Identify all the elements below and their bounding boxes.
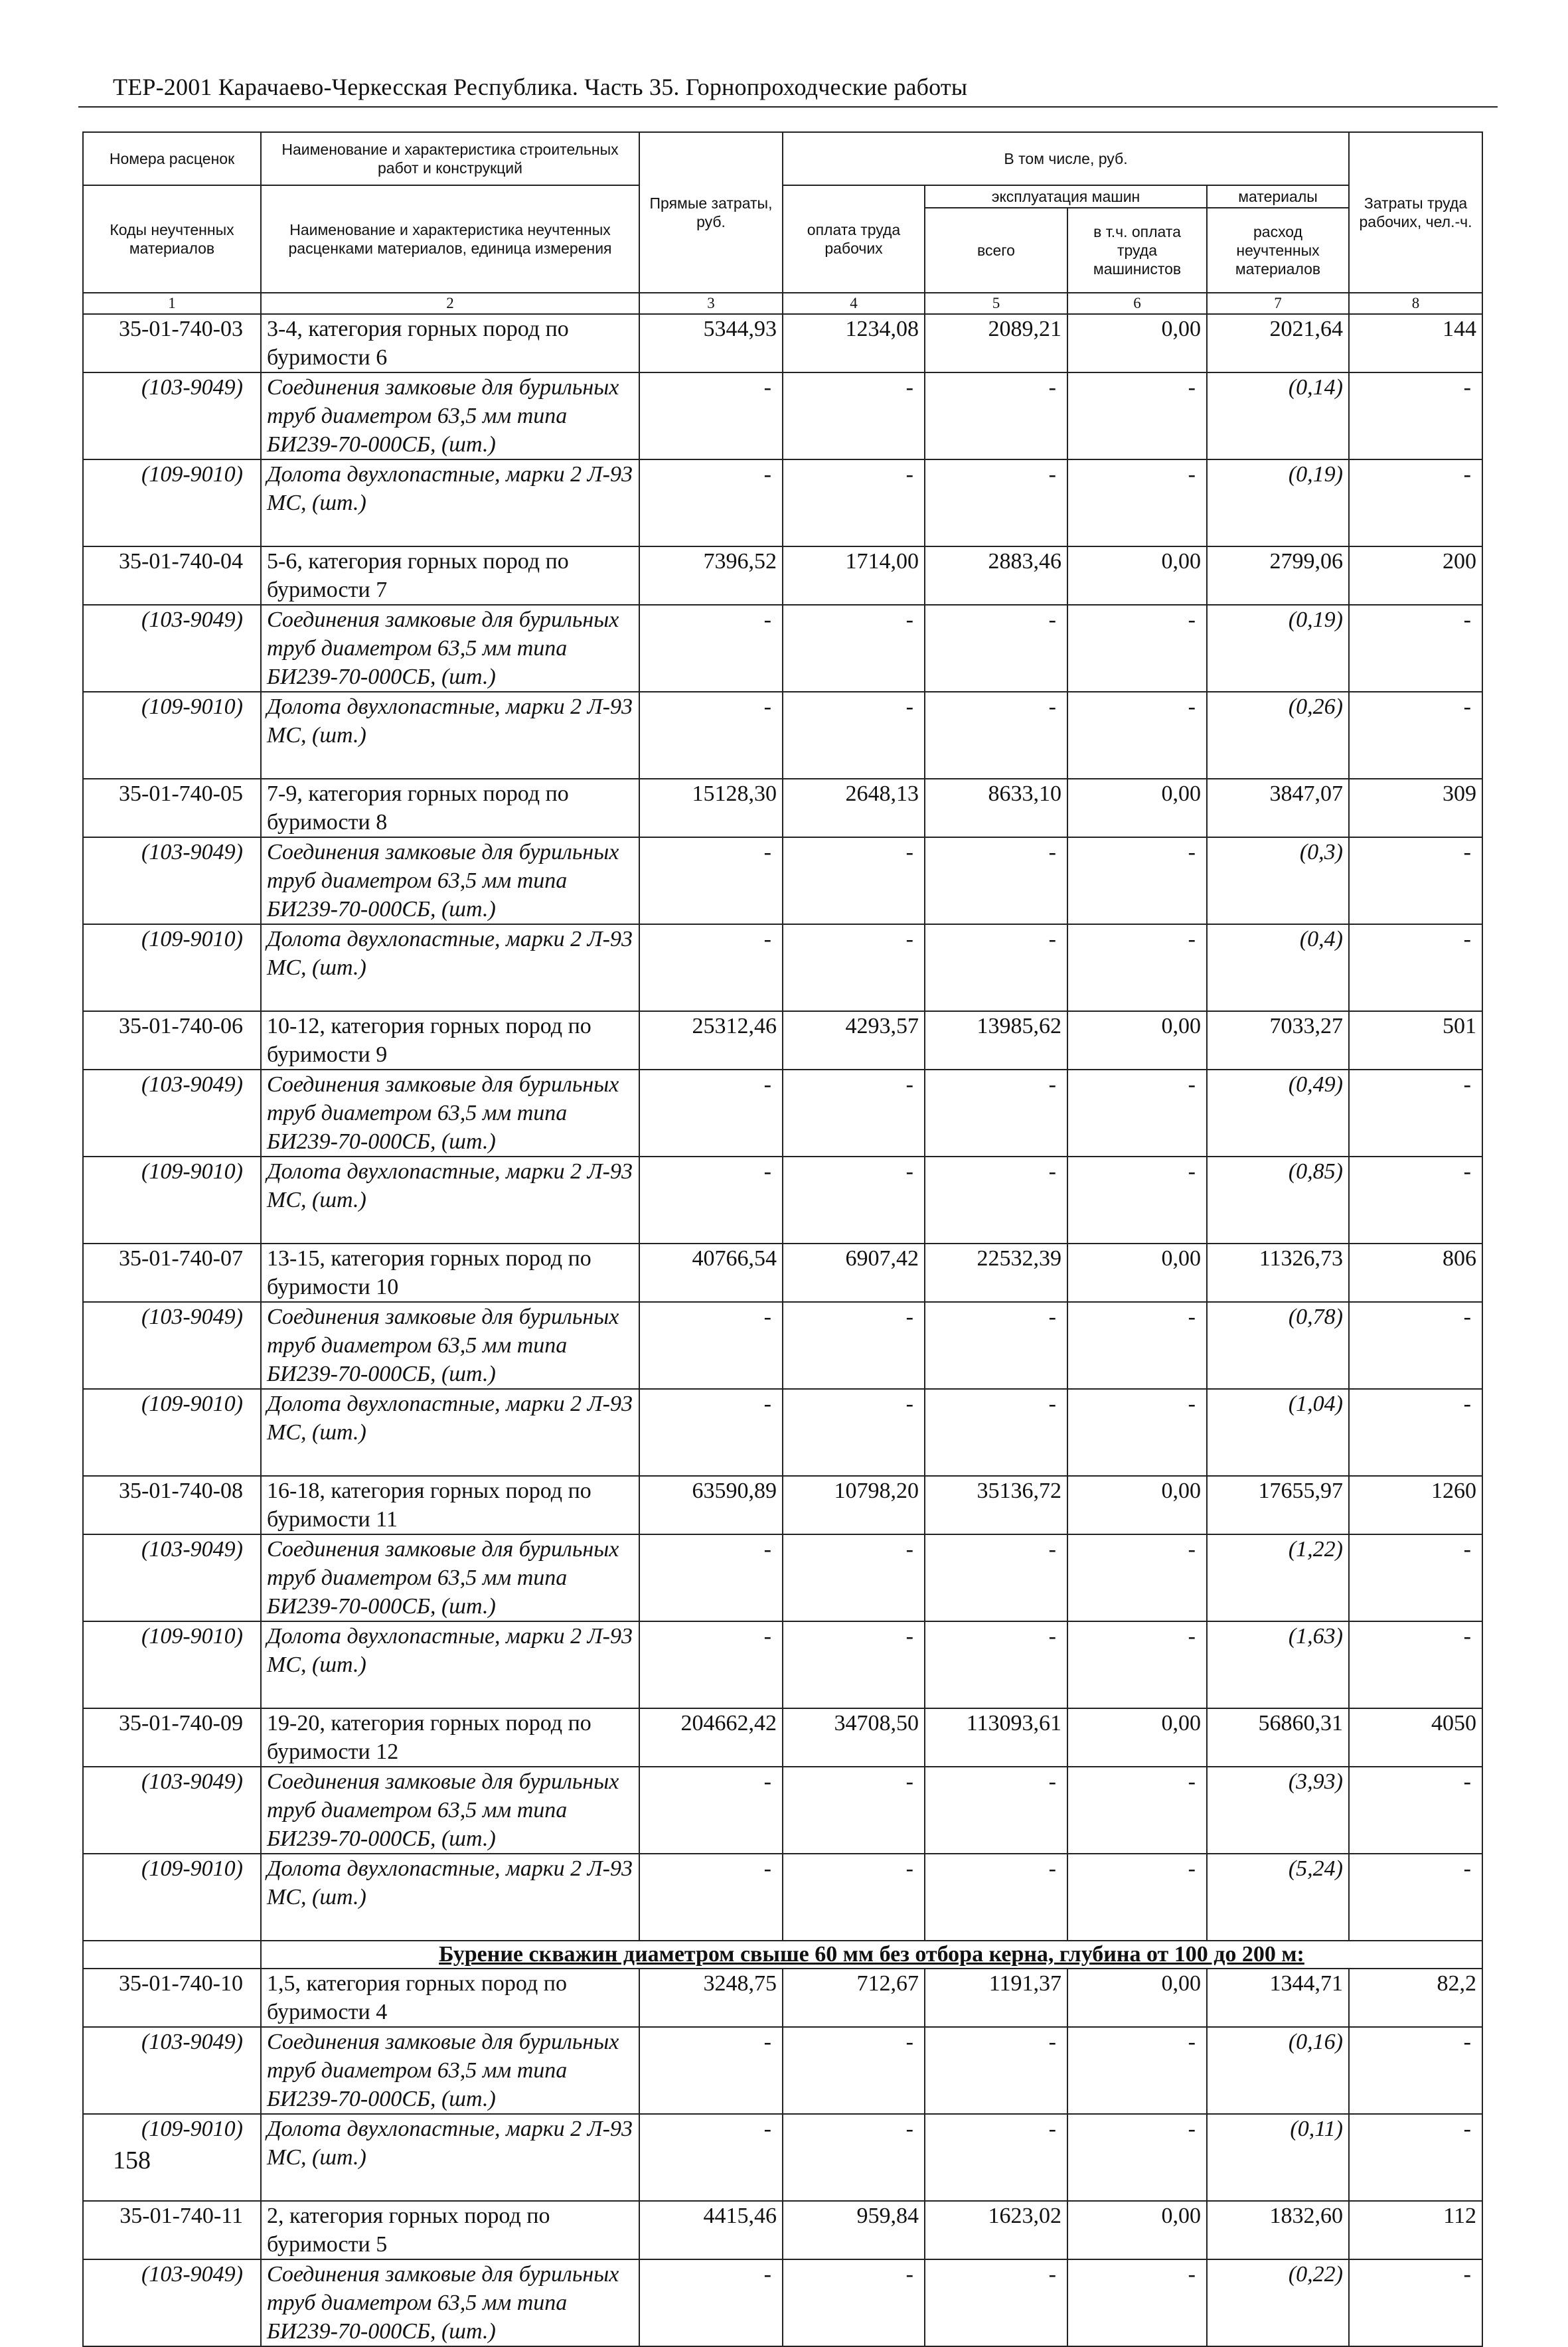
header-rule — [78, 106, 1498, 108]
material-qty: (0,26) — [1207, 692, 1349, 779]
rate-code: 35-01-740-06 — [83, 1011, 261, 1070]
material-row — [83, 459, 1482, 546]
dash: - — [783, 459, 925, 546]
labor-pay: 4293,57 — [783, 1011, 925, 1070]
machines-labor: 0,00 — [1067, 546, 1207, 605]
dash: - — [639, 1157, 783, 1244]
dash: - — [1067, 1621, 1207, 1708]
rate-name: 1,5, категория горных пород по буримости 4 — [261, 1969, 639, 2027]
machines-labor: 0,00 — [1067, 1476, 1207, 1534]
section-code-cell — [83, 1941, 261, 1969]
dash: - — [1067, 1854, 1207, 1941]
rate-row — [83, 1244, 1482, 1302]
material-name: Соединения замковые для бурильных труб диаметром 63,5 мм типа БИ239-70-000СБ, (шт.) — [261, 372, 639, 459]
material-row — [83, 837, 1482, 924]
dash: - — [639, 837, 783, 924]
dash: - — [1349, 1534, 1482, 1621]
material-row — [83, 1854, 1482, 1941]
materials-cost: 3847,07 — [1207, 779, 1349, 837]
rates-body — [83, 314, 1482, 2346]
labor-pay: 1714,00 — [783, 546, 925, 605]
col-num: 1 — [83, 293, 261, 314]
dash: - — [639, 372, 783, 459]
col-num: 4 — [783, 293, 925, 314]
dash: - — [783, 1767, 925, 1854]
rate-code: 35-01-740-10 — [83, 1969, 261, 2027]
dash: - — [1349, 1302, 1482, 1389]
material-qty: (0,3) — [1207, 837, 1349, 924]
col-header-labor-pay: оплата труда рабочих — [783, 185, 925, 293]
dash: - — [783, 1070, 925, 1157]
labor-pay: 2648,13 — [783, 779, 925, 837]
direct-cost: 204662,42 — [639, 1708, 783, 1767]
machines-total: 1191,37 — [925, 1969, 1067, 2027]
direct-cost: 4415,46 — [639, 2201, 783, 2259]
dash: - — [925, 692, 1067, 779]
dash: - — [1349, 924, 1482, 1011]
material-qty: (3,93) — [1207, 1767, 1349, 1854]
material-code: (109-9010) — [83, 2114, 261, 2201]
material-qty: (1,22) — [1207, 1534, 1349, 1621]
dash: - — [783, 2259, 925, 2346]
machines-labor: 0,00 — [1067, 1244, 1207, 1302]
material-code: (109-9010) — [83, 1854, 261, 1941]
rate-code: 35-01-740-11 — [83, 2201, 261, 2259]
machines-labor: 0,00 — [1067, 779, 1207, 837]
rate-code: 35-01-740-08 — [83, 1476, 261, 1534]
material-code: (109-9010) — [83, 1389, 261, 1476]
material-code: (103-9049) — [83, 1070, 261, 1157]
machines-total: 13985,62 — [925, 1011, 1067, 1070]
material-name: Долота двухлопастные, марки 2 Л-93 МС, (шт.) — [261, 2114, 639, 2201]
dash: - — [639, 2027, 783, 2114]
machines-total: 8633,10 — [925, 779, 1067, 837]
machines-total: 22532,39 — [925, 1244, 1067, 1302]
dash: - — [783, 1157, 925, 1244]
dash: - — [639, 2114, 783, 2201]
rate-name: 5-6, категория горных пород по буримости 7 — [261, 546, 639, 605]
col-header-materials: материалы — [1207, 185, 1349, 208]
dash: - — [1067, 2114, 1207, 2201]
machines-total: 2089,21 — [925, 314, 1067, 372]
material-name: Долота двухлопастные, марки 2 Л-93 МС, (шт.) — [261, 1854, 639, 1941]
direct-cost: 3248,75 — [639, 1969, 783, 2027]
material-name: Долота двухлопастные, марки 2 Л-93 МС, (шт.) — [261, 692, 639, 779]
col-header-machines: эксплуатация машин — [925, 185, 1207, 208]
dash: - — [639, 459, 783, 546]
rate-name: 3-4, категория горных пород по буримости 6 — [261, 314, 639, 372]
section-heading-row — [83, 1941, 1482, 1969]
dash: - — [1067, 1767, 1207, 1854]
dash: - — [1349, 1070, 1482, 1157]
machines-labor: 0,00 — [1067, 314, 1207, 372]
dash: - — [639, 605, 783, 692]
material-code: (103-9049) — [83, 372, 261, 459]
dash: - — [1067, 1389, 1207, 1476]
materials-cost: 7033,27 — [1207, 1011, 1349, 1070]
dash: - — [639, 1070, 783, 1157]
material-name: Долота двухлопастные, марки 2 Л-93 МС, (шт.) — [261, 459, 639, 546]
material-row — [83, 2114, 1482, 2201]
material-name: Соединения замковые для бурильных труб диаметром 63,5 мм типа БИ239-70-000СБ, (шт.) — [261, 605, 639, 692]
materials-cost: 17655,97 — [1207, 1476, 1349, 1534]
machines-labor: 0,00 — [1067, 2201, 1207, 2259]
dash: - — [1349, 2114, 1482, 2201]
rate-code: 35-01-740-04 — [83, 546, 261, 605]
dash: - — [925, 1621, 1067, 1708]
dash: - — [1067, 692, 1207, 779]
labor-pay: 1234,08 — [783, 314, 925, 372]
dash: - — [783, 1534, 925, 1621]
labor-hours: 200 — [1349, 546, 1482, 605]
dash: - — [1067, 924, 1207, 1011]
dash: - — [1067, 2259, 1207, 2346]
dash: - — [925, 2259, 1067, 2346]
dash: - — [1349, 1621, 1482, 1708]
dash: - — [1349, 1854, 1482, 1941]
dash: - — [639, 1302, 783, 1389]
rate-code: 35-01-740-07 — [83, 1244, 261, 1302]
dash: - — [1349, 372, 1482, 459]
material-row — [83, 605, 1482, 692]
material-code: (103-9049) — [83, 2027, 261, 2114]
material-code: (103-9049) — [83, 605, 261, 692]
material-name: Долота двухлопастные, марки 2 Л-93 МС, (шт.) — [261, 1389, 639, 1476]
machines-total: 113093,61 — [925, 1708, 1067, 1767]
dash: - — [925, 372, 1067, 459]
labor-hours: 112 — [1349, 2201, 1482, 2259]
rate-name: 2, категория горных пород по буримости 5 — [261, 2201, 639, 2259]
labor-pay: 6907,42 — [783, 1244, 925, 1302]
col-num: 3 — [639, 293, 783, 314]
material-name: Соединения замковые для бурильных труб диаметром 63,5 мм типа БИ239-70-000СБ, (шт.) — [261, 1070, 639, 1157]
dash: - — [1349, 2027, 1482, 2114]
material-name: Соединения замковые для бурильных труб диаметром 63,5 мм типа БИ239-70-000СБ, (шт.) — [261, 837, 639, 924]
dash: - — [783, 924, 925, 1011]
material-qty: (0,14) — [1207, 372, 1349, 459]
dash: - — [925, 1534, 1067, 1621]
col-header-labor: Затраты труда рабочих, чел.-ч. — [1349, 132, 1482, 293]
dash: - — [783, 1302, 925, 1389]
rate-row — [83, 779, 1482, 837]
material-code: (103-9049) — [83, 1302, 261, 1389]
dash: - — [925, 2027, 1067, 2114]
machines-labor: 0,00 — [1067, 1969, 1207, 2027]
page-number: 158 — [113, 2146, 151, 2174]
material-qty: (0,19) — [1207, 459, 1349, 546]
material-name: Долота двухлопастные, марки 2 Л-93 МС, (шт.) — [261, 924, 639, 1011]
dash: - — [925, 2114, 1067, 2201]
material-code: (103-9049) — [83, 837, 261, 924]
material-code: (109-9010) — [83, 1157, 261, 1244]
rate-row — [83, 1708, 1482, 1767]
dash: - — [783, 2114, 925, 2201]
col-num: 6 — [1067, 293, 1207, 314]
dash: - — [639, 1621, 783, 1708]
material-qty: (0,4) — [1207, 924, 1349, 1011]
col-header-name: Наименование и характеристика строительных работ и конструкций — [261, 132, 639, 185]
rate-row — [83, 314, 1482, 372]
dash: - — [925, 605, 1067, 692]
dash: - — [1067, 1302, 1207, 1389]
direct-cost: 40766,54 — [639, 1244, 783, 1302]
direct-cost: 63590,89 — [639, 1476, 783, 1534]
dash: - — [1067, 2027, 1207, 2114]
material-row — [83, 1767, 1482, 1854]
dash: - — [783, 692, 925, 779]
machines-labor: 0,00 — [1067, 1708, 1207, 1767]
material-code: (109-9010) — [83, 1621, 261, 1708]
labor-pay: 959,84 — [783, 2201, 925, 2259]
dash: - — [783, 1854, 925, 1941]
material-qty: (0,22) — [1207, 2259, 1349, 2346]
material-name: Соединения замковые для бурильных труб диаметром 63,5 мм типа БИ239-70-000СБ, (шт.) — [261, 2027, 639, 2114]
dash: - — [925, 1767, 1067, 1854]
material-row — [83, 692, 1482, 779]
material-row — [83, 372, 1482, 459]
material-name: Соединения замковые для бурильных труб диаметром 63,5 мм типа БИ239-70-000СБ, (шт.) — [261, 1767, 639, 1854]
materials-cost: 1344,71 — [1207, 1969, 1349, 2027]
column-number-row — [83, 293, 1482, 314]
labor-hours: 501 — [1349, 1011, 1482, 1070]
col-num: 5 — [925, 293, 1067, 314]
material-row — [83, 1534, 1482, 1621]
labor-pay: 34708,50 — [783, 1708, 925, 1767]
material-qty: (0,16) — [1207, 2027, 1349, 2114]
dash: - — [925, 837, 1067, 924]
dash: - — [1349, 837, 1482, 924]
labor-hours: 1260 — [1349, 1476, 1482, 1534]
material-qty: (0,85) — [1207, 1157, 1349, 1244]
machines-total: 1623,02 — [925, 2201, 1067, 2259]
rate-row — [83, 2201, 1482, 2259]
dash: - — [925, 1389, 1067, 1476]
material-qty: (0,11) — [1207, 2114, 1349, 2201]
rate-row — [83, 546, 1482, 605]
machines-labor: 0,00 — [1067, 1011, 1207, 1070]
rate-name: 10-12, категория горных пород по буримости 9 — [261, 1011, 639, 1070]
dash: - — [783, 605, 925, 692]
col-header-codes: Номера расценок — [83, 132, 261, 185]
dash: - — [1067, 1070, 1207, 1157]
col-num: 7 — [1207, 293, 1349, 314]
rate-code: 35-01-740-09 — [83, 1708, 261, 1767]
dash: - — [1349, 692, 1482, 779]
material-name: Долота двухлопастные, марки 2 Л-93 МС, (шт.) — [261, 1621, 639, 1708]
material-code: (103-9049) — [83, 2259, 261, 2346]
materials-cost: 11326,73 — [1207, 1244, 1349, 1302]
dash: - — [783, 2027, 925, 2114]
rate-row — [83, 1969, 1482, 2027]
dash: - — [1067, 459, 1207, 546]
dash: - — [783, 837, 925, 924]
material-name: Долота двухлопастные, марки 2 Л-93 МС, (шт.) — [261, 1157, 639, 1244]
rate-code: 35-01-740-05 — [83, 779, 261, 837]
dash: - — [639, 1389, 783, 1476]
dash: - — [639, 1534, 783, 1621]
material-row — [83, 1389, 1482, 1476]
direct-cost: 25312,46 — [639, 1011, 783, 1070]
material-code: (109-9010) — [83, 924, 261, 1011]
dash: - — [1067, 605, 1207, 692]
material-row — [83, 2027, 1482, 2114]
col-header-direct: Прямые затраты, руб. — [639, 132, 783, 293]
dash: - — [925, 459, 1067, 546]
labor-hours: 144 — [1349, 314, 1482, 372]
dash: - — [925, 924, 1067, 1011]
col-num: 2 — [261, 293, 639, 314]
labor-hours: 806 — [1349, 1244, 1482, 1302]
material-row — [83, 2259, 1482, 2346]
dash: - — [925, 1070, 1067, 1157]
dash: - — [925, 1854, 1067, 1941]
materials-cost: 1832,60 — [1207, 2201, 1349, 2259]
rate-name: 7-9, категория горных пород по буримости 8 — [261, 779, 639, 837]
material-qty: (5,24) — [1207, 1854, 1349, 1941]
rate-row — [83, 1011, 1482, 1070]
col-header-mat-name: Наименование и характеристика неучтенных расценками материалов, единица измерения — [261, 185, 639, 293]
dash: - — [1349, 459, 1482, 546]
dash: - — [925, 1302, 1067, 1389]
dash: - — [1067, 837, 1207, 924]
dash: - — [1067, 1534, 1207, 1621]
dash: - — [1349, 605, 1482, 692]
dash: - — [639, 692, 783, 779]
labor-hours: 82,2 — [1349, 1969, 1482, 2027]
col-header-machines-total: всего — [925, 208, 1067, 293]
rate-name: 19-20, категория горных пород по буримости 12 — [261, 1708, 639, 1767]
materials-cost: 2799,06 — [1207, 546, 1349, 605]
rate-code: 35-01-740-03 — [83, 314, 261, 372]
rate-row — [83, 1476, 1482, 1534]
material-row — [83, 1621, 1482, 1708]
machines-total: 2883,46 — [925, 546, 1067, 605]
page-header: ТЕР-2001 Карачаево-Черкесская Республика. Часть 35. Горнопроходческие работы — [113, 74, 968, 100]
material-name: Соединения замковые для бурильных труб диаметром 63,5 мм типа БИ239-70-000СБ, (шт.) — [261, 1302, 639, 1389]
material-row — [83, 1302, 1482, 1389]
dash: - — [639, 924, 783, 1011]
dash: - — [1349, 1389, 1482, 1476]
dash: - — [1349, 2259, 1482, 2346]
section-heading: Бурение скважин диаметром свыше 60 мм без отбора керна, глубина от 100 до 200 м: — [261, 1941, 1482, 1969]
dash: - — [783, 1389, 925, 1476]
material-code: (109-9010) — [83, 692, 261, 779]
material-code: (109-9010) — [83, 459, 261, 546]
material-qty: (1,63) — [1207, 1621, 1349, 1708]
material-qty: (1,04) — [1207, 1389, 1349, 1476]
col-header-materials-unacc: расход неучтенных материалов — [1207, 208, 1349, 293]
dash: - — [1067, 1157, 1207, 1244]
dash: - — [1067, 372, 1207, 459]
direct-cost: 7396,52 — [639, 546, 783, 605]
material-row — [83, 924, 1482, 1011]
direct-cost: 5344,93 — [639, 314, 783, 372]
col-num: 8 — [1349, 293, 1482, 314]
labor-pay: 10798,20 — [783, 1476, 925, 1534]
labor-hours: 4050 — [1349, 1708, 1482, 1767]
material-qty: (0,49) — [1207, 1070, 1349, 1157]
dash: - — [1349, 1767, 1482, 1854]
material-qty: (0,19) — [1207, 605, 1349, 692]
materials-cost: 56860,31 — [1207, 1708, 1349, 1767]
dash: - — [639, 2259, 783, 2346]
material-name: Соединения замковые для бурильных труб диаметром 63,5 мм типа БИ239-70-000СБ, (шт.) — [261, 1534, 639, 1621]
labor-hours: 309 — [1349, 779, 1482, 837]
material-row — [83, 1157, 1482, 1244]
dash: - — [783, 1621, 925, 1708]
rate-name: 13-15, категория горных пород по буримости 10 — [261, 1244, 639, 1302]
machines-total: 35136,72 — [925, 1476, 1067, 1534]
dash: - — [925, 1157, 1067, 1244]
labor-pay: 712,67 — [783, 1969, 925, 2027]
col-header-mat-codes: Коды неучтенных материалов — [83, 185, 261, 293]
material-code: (103-9049) — [83, 1767, 261, 1854]
materials-cost: 2021,64 — [1207, 314, 1349, 372]
material-row — [83, 1070, 1482, 1157]
col-header-machines-labor: в т.ч. оплата труда машинистов — [1067, 208, 1207, 293]
material-code: (103-9049) — [83, 1534, 261, 1621]
dash: - — [639, 1854, 783, 1941]
rates-table — [82, 131, 1483, 2347]
dash: - — [1349, 1157, 1482, 1244]
dash: - — [639, 1767, 783, 1854]
col-header-incl: В том числе, руб. — [783, 132, 1349, 185]
dash: - — [783, 372, 925, 459]
direct-cost: 15128,30 — [639, 779, 783, 837]
material-name: Соединения замковые для бурильных труб диаметром 63,5 мм типа БИ239-70-000СБ, (шт.) — [261, 2259, 639, 2346]
rate-name: 16-18, категория горных пород по буримости 11 — [261, 1476, 639, 1534]
material-qty: (0,78) — [1207, 1302, 1349, 1389]
